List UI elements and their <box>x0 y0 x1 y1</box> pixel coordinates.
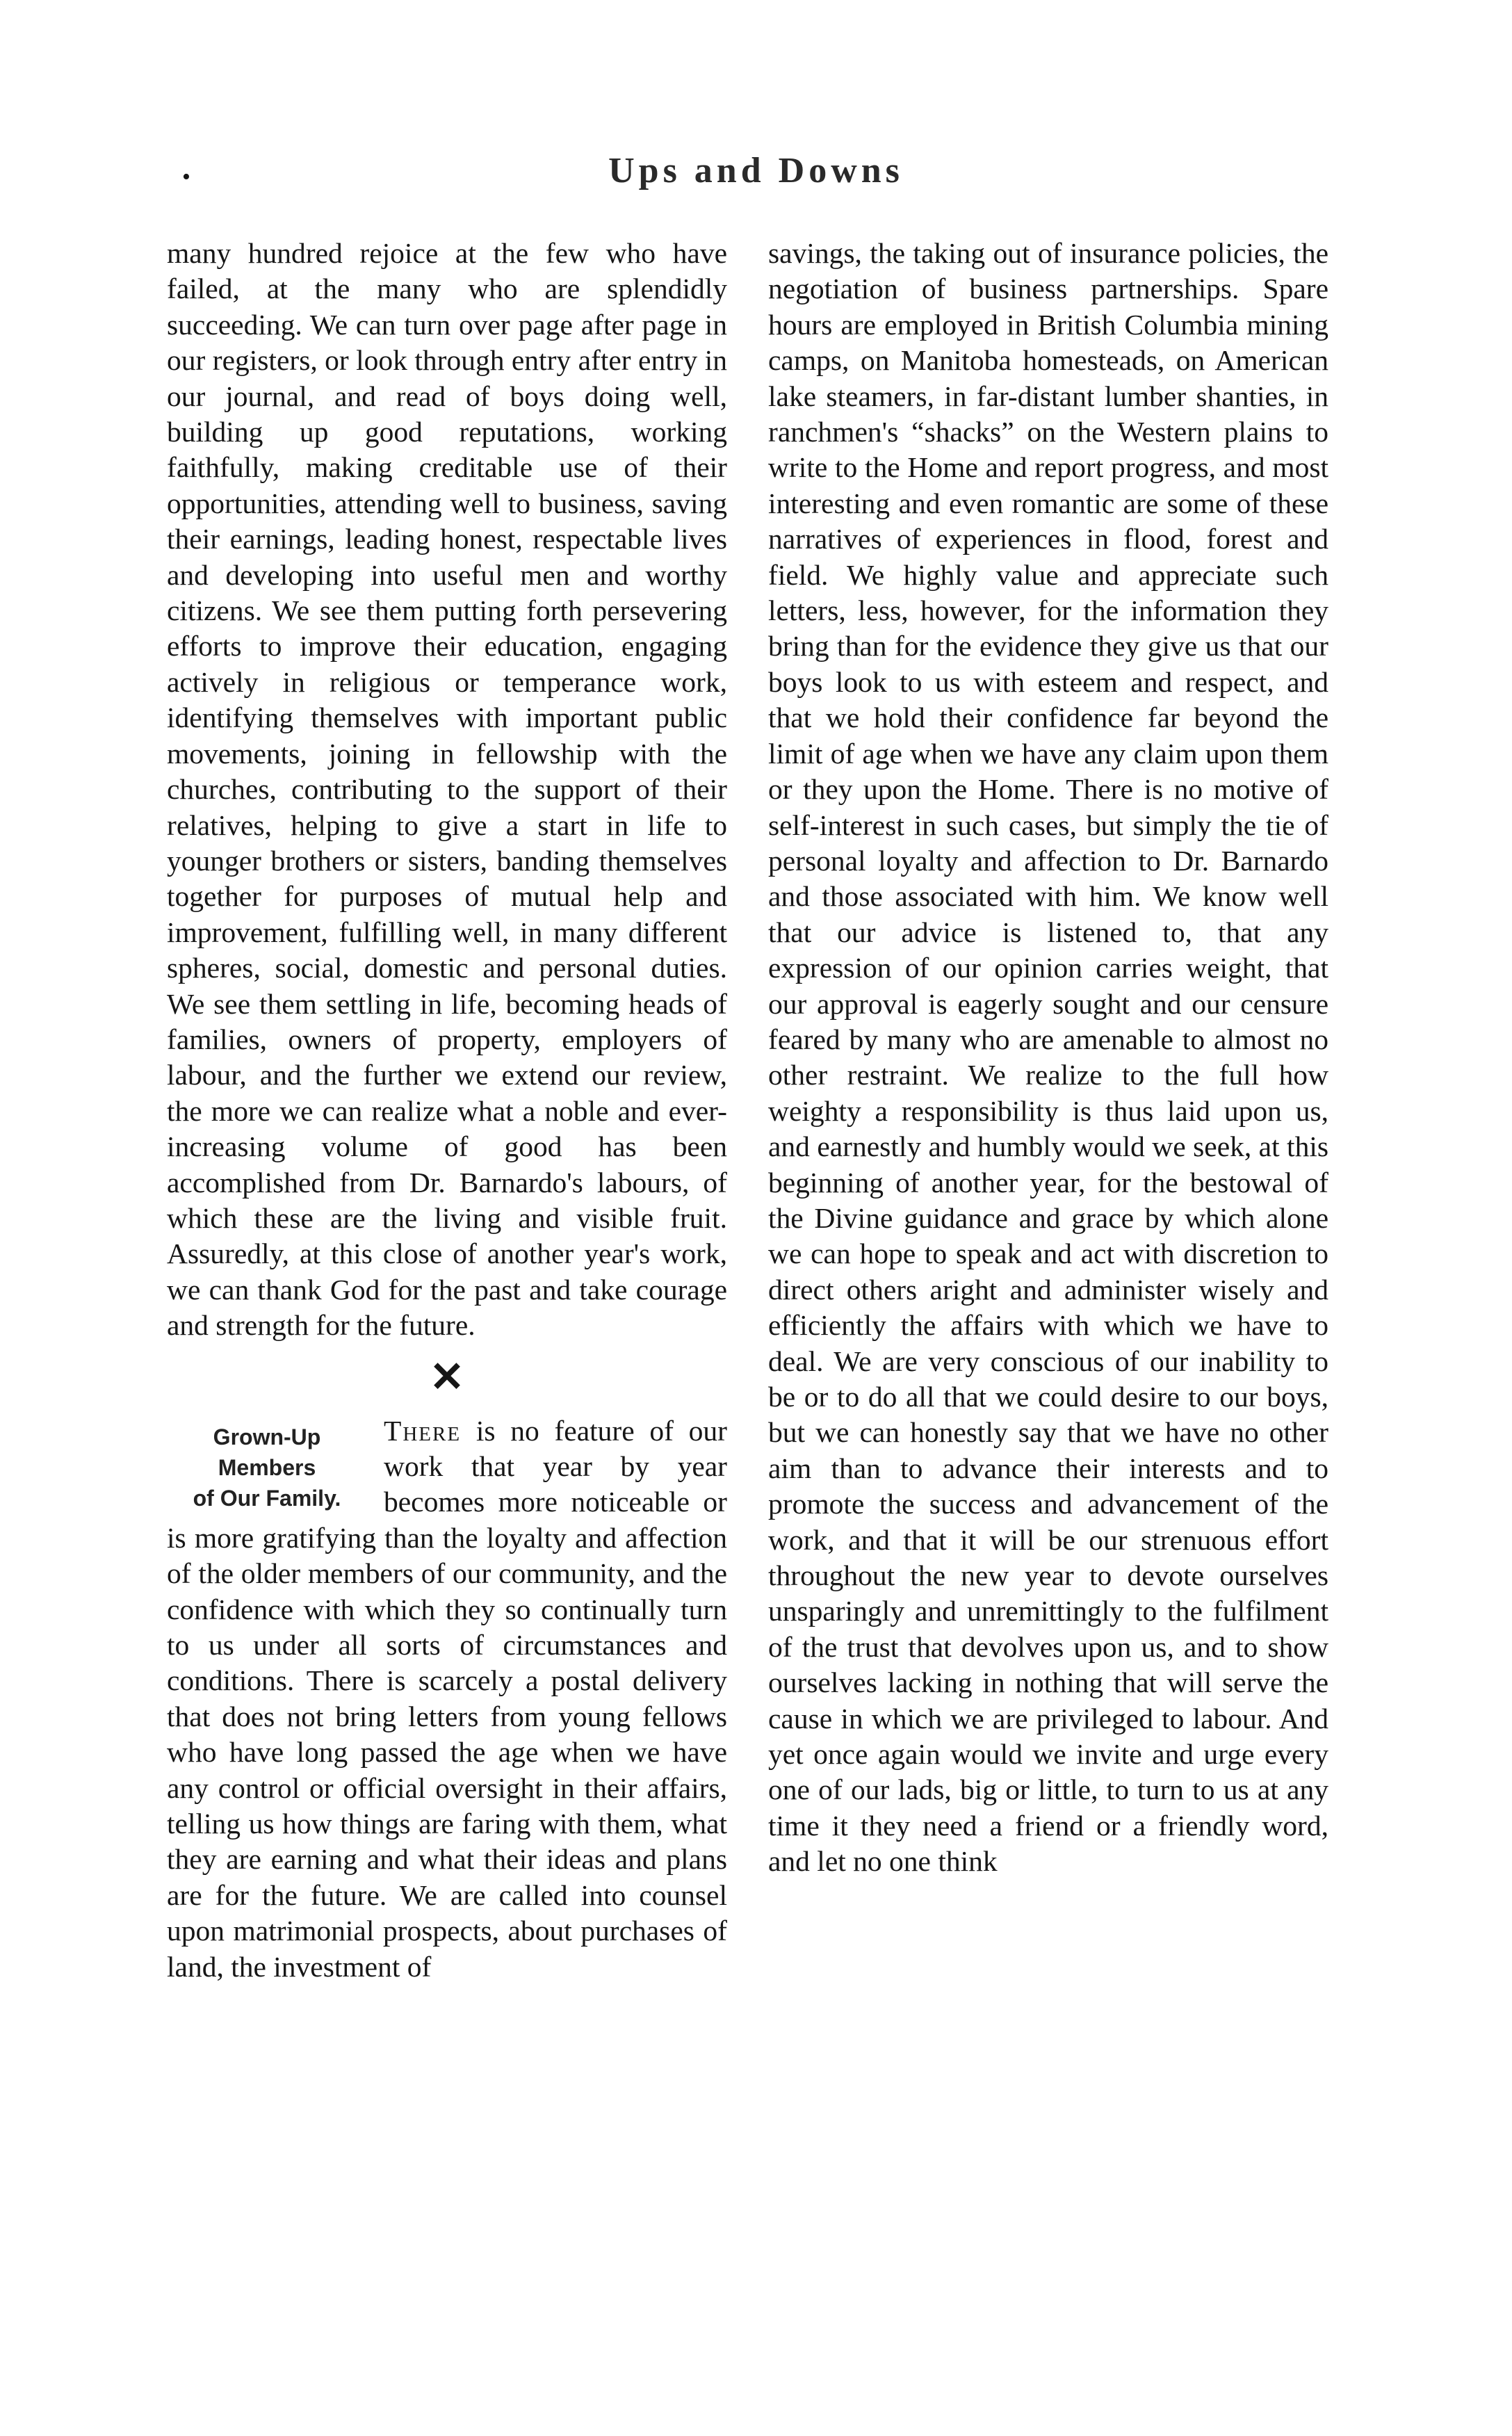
side-heading-line: Members <box>218 1454 316 1480</box>
paragraph-lead-word: There <box>384 1414 462 1447</box>
running-head: Ups and Downs <box>608 151 904 190</box>
paragraph-letters: savings, the taking out of insurance policies, the negotiation of business partnerships. Spare hours are employed in British Columbia mining camps, on Manitoba homesteads, on American lake steamers, in far-distant lumber shanties, in ranchmen's “shacks” on the Western plains to write to the Home and report progress, and most interesting and even romantic are some of these narratives of experiences in flood, forest and field. We highly value and appreciate such letters, less, however, for the information they bring than for the evidence they give us that our boys look to us with esteem and respect, and that we hold their confidence far beyond the limit of age when we have any claim upon them or they upon the Home. There is no motive of self-interest in such cases, but simply the tie of personal loyalty and affection to Dr. Barnardo and those associated with him. We know well that our advice is listened to, that any expression of our opinion carries weight, that our approval is eagerly sought and our censure feared by many who are amenable to almost no other restraint. We realize to the full how weighty a responsibility is thus laid upon us, and earnestly and humbly would we seek, at this beginning of another year, for the bestowal of the Divine guidance and grace by which alone we can hope to speak and act with discretion to direct others aright and administer wisely and efficiently the affairs with which we have to deal. We are very conscious of our inability to be or to do all that we could desire to our boys, but we can honestly say that we have no other aim than to advance their interests and to promote the success and advancement of the work, and that it will be our strenuous effort throughout the new year to devote ourselves unsparingly and unremittingly to the fulfilment of the trust that devolves upon us, and to show ourselves lacking in nothing that will serve the cause in which we are privileged to labour. And yet once again would we invite and urge every one of our lads, big or little, to turn to us at any time it they need a friend or a friendly word, and let no one think <box>768 237 1328 1878</box>
ornament-icon: ✕ <box>429 1354 465 1400</box>
side-heading-line: Grown-Up <box>213 1424 321 1450</box>
side-heading-line: of Our Family. <box>193 1485 341 1511</box>
left-column <box>167 236 727 1985</box>
side-heading <box>163 1422 371 1513</box>
page-mark: • <box>182 164 190 190</box>
section-divider <box>167 1344 727 1413</box>
paragraph-registers: many hundred rejoice at the few who have failed, at the many who are splendidly succeeding. We can turn over page after page in our registers, or look through entry after entry in our journal, and read of boys doing well, building up good reputations, working faithfully, making creditable use of their opportunities, attending well to business, saving their earnings, leading honest, respectable lives and developing into useful men and worthy citizens. We see them putting forth persevering efforts to improve their education, engaging actively in religious or temperance work, identifying themselves with important public movements, joining in fellowship with the churches, contributing to the support of their relatives, helping to give a start in life to younger brothers or sisters, banding themselves together for purposes of mutual help and improvement, fulfilling well, in many different spheres, social, domestic and personal duties. We see them settling in life, becoming heads of families, owners of property, employers of labour, and the further we extend our review, the more we can realize what a noble and ever-increasing volume of good has been accomplished from Dr. Barnardo's labours, of which these are the living and visible fruit. Assuredly, at this close of another year's work, we can thank God for the past and take courage and strength for the future. <box>167 237 727 1342</box>
paragraph-body: is no feature of our work that year by year becomes more noticeable or is more gratifying than the loyalty and affection of the older members of our community, and the confidence with which they so continually turn to us under all sorts of circumstances and conditions. There is scarcely a postal delivery that does not bring letters from young fellows who have long passed the age when we have any control or official oversight in their affairs, telling us how things are faring with them, what they are earning and what their ideas and plans are for the future. We are called into counsel upon matrimonial prospects, about purchases of land, the investment of <box>167 1414 727 1983</box>
right-column <box>768 236 1328 1880</box>
